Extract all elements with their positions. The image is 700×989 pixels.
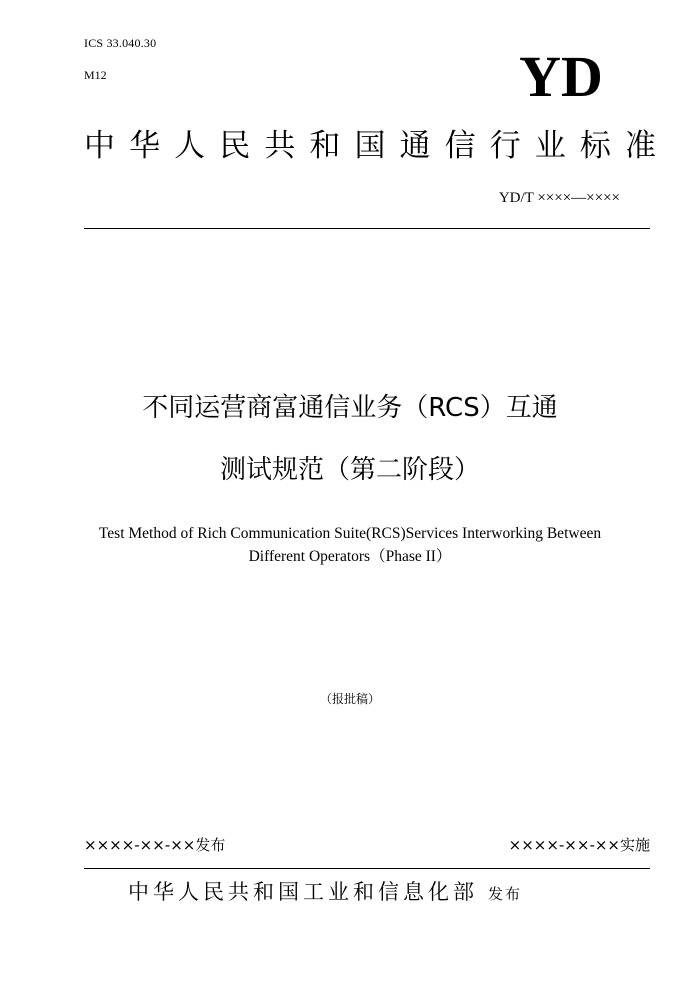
standard-type-char: 标 [579,128,611,164]
standard-type-char: 民 [219,128,251,164]
standard-type-char: 行 [489,128,521,164]
footer-divider [84,868,650,869]
chinese-title-line-2: 测试规范（第二阶段） [219,455,480,485]
standard-type-char: 国 [354,128,386,164]
standard-type-char: 华 [129,128,161,164]
standard-type-char: 中 [84,128,115,164]
standard-type-char: 通 [399,128,431,164]
standard-type-heading [84,124,656,168]
standard-type-char: 业 [534,128,566,164]
yd-logo [506,44,616,106]
draft-status: （报批稿） [319,692,380,706]
logo-text: YD [519,44,603,106]
standard-type-char: 和 [309,128,341,164]
standard-type-char: 准 [624,128,656,164]
publisher-name: 中华人民共和国工业和信息化部 [128,880,478,904]
standard-number: YD/T ××××—×××× [498,190,620,206]
publisher [128,876,522,906]
standard-type-char: 人 [174,128,206,164]
issue-date: ××××-××-××发布 [84,836,226,854]
ics-code: ICS 33.040.30 [84,36,157,50]
english-title-line-2: Different Operators（Phase II） [248,548,452,565]
chinese-title-line-1: 不同运营商富通信业务（RCS）互通 [142,393,558,423]
english-title-line-1: Test Method of Rich Communication Suite(RCS)Services Interworking Between [98,525,602,542]
classification-code: M12 [84,68,107,82]
standard-type-char: 信 [444,128,476,164]
header-divider [84,228,650,229]
publisher-action: 发布 [488,885,523,903]
standard-type-char: 共 [264,128,296,164]
implementation-date: ××××-××-××实施 [508,836,650,854]
